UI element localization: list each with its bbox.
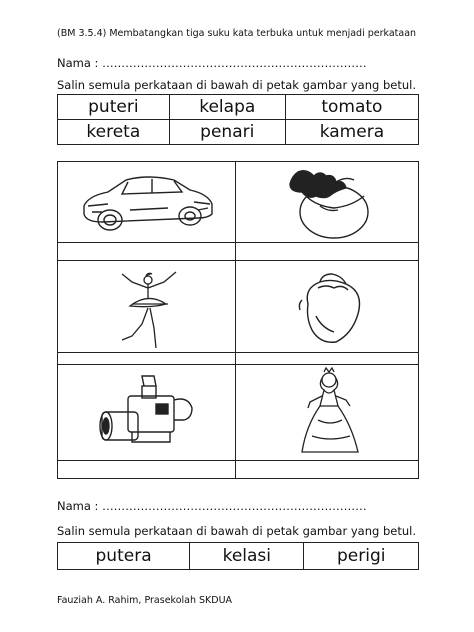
answer-box[interactable]	[236, 461, 420, 480]
word-cell: puteri	[58, 95, 170, 120]
answer-box[interactable]	[58, 243, 235, 260]
instruction-text-1: Salin semula perkataan di bawah di petak gambar yang betul.	[57, 78, 416, 92]
instruction-text-2: Salin semula perkataan di bawah di petak gambar yang betul.	[57, 524, 416, 538]
name-field-label-1: Nama : ……………………………………………………………	[57, 56, 367, 70]
word-cell: kereta	[58, 120, 170, 145]
coconut-icon	[296, 270, 370, 348]
camera-icon	[96, 372, 196, 452]
car-icon	[78, 166, 218, 238]
word-table-1	[57, 94, 419, 145]
word-cell: kelasi	[190, 543, 304, 570]
objective-text: (BM 3.5.4) Membatangkan tiga suku kata terbuka untuk menjadi perkataan	[57, 28, 417, 39]
word-table-2	[57, 542, 419, 570]
answer-box[interactable]	[236, 243, 420, 260]
answer-box[interactable]	[58, 461, 235, 480]
picture-grid	[57, 161, 419, 479]
princess-icon	[296, 366, 366, 458]
name-field-label-2: Nama : ……………………………………………………………	[57, 499, 367, 513]
word-cell: kelapa	[169, 95, 285, 120]
word-cell: penari	[169, 120, 285, 145]
word-cell: putera	[58, 543, 190, 570]
author-footer: Fauziah A. Rahim, Prasekolah SKDUA	[57, 595, 233, 606]
word-cell: tomato	[285, 95, 418, 120]
word-cell: perigi	[304, 543, 419, 570]
answer-box[interactable]	[236, 353, 420, 364]
tomato-icon	[276, 166, 376, 240]
ballerina-icon	[112, 268, 184, 350]
answer-box[interactable]	[58, 353, 235, 364]
word-cell: kamera	[285, 120, 418, 145]
